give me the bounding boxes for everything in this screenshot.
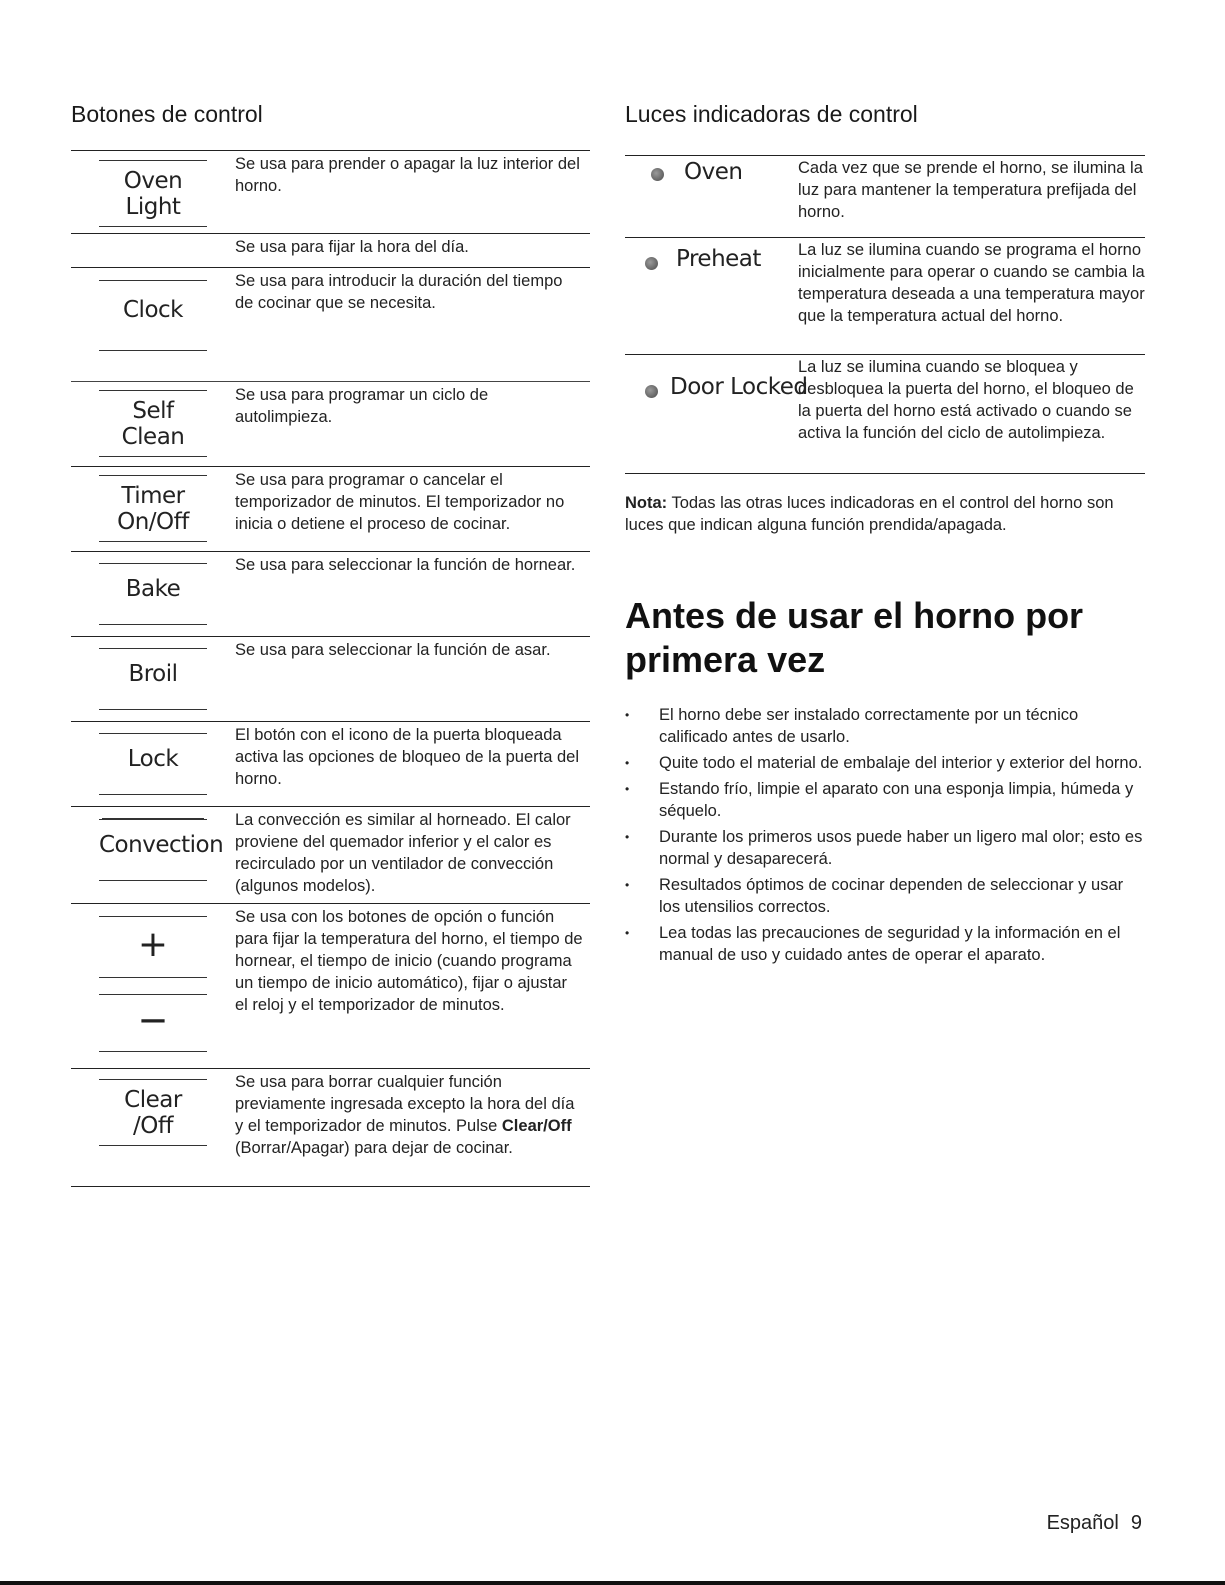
list-item xyxy=(625,826,1145,870)
bullet-icon: • xyxy=(625,708,630,722)
table-row-clock xyxy=(71,268,590,382)
convection-key xyxy=(99,819,224,881)
plus-icon: + xyxy=(137,924,169,965)
button-description: Se usa para seleccionar la función de hornear. xyxy=(235,556,576,574)
list-item-text: Lea todas las precauciones de seguridad y la información en el manual de uso y cuidado antes de operar el aparato. xyxy=(659,924,1121,964)
indicator-label: Door Locked xyxy=(670,374,808,400)
table-row-bake xyxy=(71,552,590,637)
bullet-icon: • xyxy=(625,830,630,844)
footer-language: Español xyxy=(1046,1512,1119,1534)
lock-key xyxy=(99,733,207,795)
button-description: Se usa para programar un ciclo de autolimpieza. xyxy=(235,386,489,426)
self-clean-key xyxy=(99,390,207,457)
indicator-label: Oven xyxy=(684,159,743,185)
minus-key xyxy=(99,994,207,1052)
note-text: Todas las otras luces indicadoras en el control del horno son luces que indican alguna función prendida/apagada. xyxy=(625,494,1114,534)
list-item-text: Quite todo el material de embalaje del interior y exterior del horno. xyxy=(659,754,1143,772)
clear-off-key xyxy=(99,1079,207,1146)
note-label: Nota: xyxy=(625,494,668,512)
table-row-self-clean xyxy=(71,382,590,467)
table-row-lock xyxy=(71,722,590,807)
list-item-text: Estando frío, limpie el aparato con una esponja limpia, húmeda y séquelo. xyxy=(659,780,1134,820)
indicator-light-icon xyxy=(645,385,658,398)
control-buttons-heading: Botones de control xyxy=(71,101,263,127)
clear-off-bold-label: Clear/Off xyxy=(501,1117,572,1135)
list-item-text: Resultados óptimos de cocinar dependen de seleccionar y usar los utensilios correctos. xyxy=(659,876,1124,916)
list-item xyxy=(625,704,1145,748)
key-label-line: Oven xyxy=(123,168,183,194)
key-label-line: Clear xyxy=(124,1087,182,1113)
clock-key xyxy=(99,280,207,351)
control-buttons-table xyxy=(71,150,590,1187)
bullet-icon: • xyxy=(625,878,630,892)
bullet-icon: • xyxy=(625,926,630,940)
table-row-clock-time-of-day xyxy=(71,234,590,268)
list-item xyxy=(625,778,1145,822)
indicator-light-icon xyxy=(645,257,658,270)
clear-off-description-end: (Borrar/Apagar) para dejar de cocinar. xyxy=(235,1139,513,1157)
bake-key xyxy=(99,563,207,625)
button-description: Se usa para programar o cancelar el temporizador de minutos. El temporizador no inicia o detiene el proceso de cocinar. xyxy=(235,471,565,533)
table-row-plus-minus xyxy=(71,904,590,1069)
list-item xyxy=(625,874,1145,918)
broil-key xyxy=(99,648,207,710)
key-label-line: /Off xyxy=(132,1113,174,1139)
key-label-line: Clock xyxy=(123,297,183,323)
button-description: Se usa para seleccionar la función de asar. xyxy=(235,641,551,659)
button-description: La convección es similar al horneado. El calor proviene del quemador inferior y el calor es recirculado por un ventilador de convección (algunos modelos). xyxy=(235,811,571,895)
minus-icon: — xyxy=(140,1005,166,1035)
key-label-line: Light xyxy=(125,194,181,220)
indicator-label: Preheat xyxy=(676,246,761,272)
indicator-row-door-locked xyxy=(625,355,1145,474)
button-description: Se usa para prender o apagar la luz interior del horno. xyxy=(235,155,580,195)
key-label-line: Self xyxy=(132,398,174,424)
bullet-icon: • xyxy=(625,782,630,796)
first-use-list xyxy=(625,704,1145,966)
indicator-description: La luz se ilumina cuando se bloquea y desbloquea la puerta del horno, el bloqueo de la puerta del horno está activado o cuando se activa la función del ciclo de autolimpieza. xyxy=(798,358,1134,442)
page-footer xyxy=(1047,1512,1142,1535)
table-row-oven-light xyxy=(71,151,590,234)
list-item xyxy=(625,752,1145,774)
bullet-icon: • xyxy=(625,756,630,770)
table-row-timer xyxy=(71,467,590,552)
key-label-line: Bake xyxy=(125,576,181,602)
list-item xyxy=(625,922,1145,966)
key-label-line: Clean xyxy=(121,424,185,450)
clear-off-description: Se usa para borrar cualquier función previamente ingresada excepto la hora del día y el temporizador de minutos. Pulse xyxy=(235,1073,575,1135)
key-label-line: Broil xyxy=(128,661,178,687)
indicator-row-oven xyxy=(625,156,1145,238)
indicator-description: Cada vez que se prende el horno, se ilumina la luz para mantener la temperatura prefijada del horno. xyxy=(798,159,1143,221)
key-label-line: Convection xyxy=(99,832,224,858)
bottom-rule xyxy=(0,1581,1225,1585)
indicator-light-icon xyxy=(651,168,664,181)
button-description: Se usa para introducir la duración del tiempo de cocinar que se necesita. xyxy=(235,272,563,312)
control-buttons-section xyxy=(71,100,590,1187)
indicator-row-preheat xyxy=(625,238,1145,355)
note-paragraph xyxy=(625,492,1145,536)
list-item-text: Durante los primeros usos puede haber un ligero mal olor; esto es normal y desaparecerá. xyxy=(659,828,1143,868)
key-label-line: Lock xyxy=(127,746,179,772)
indicator-lights-section xyxy=(625,100,1145,970)
indicator-lights-table xyxy=(625,155,1145,474)
button-description: Se usa para fijar la hora del día. xyxy=(235,238,469,256)
page-number: 9 xyxy=(1130,1512,1142,1534)
first-use-heading: Antes de usar el horno por primera vez xyxy=(625,595,1084,680)
plus-key xyxy=(99,916,207,978)
button-description xyxy=(235,1069,590,1186)
timer-on-off-key xyxy=(99,475,207,542)
table-row-broil xyxy=(71,637,590,722)
button-description: Se usa con los botones de opción o función para fijar la temperatura del horno, el tiempo de hornear, el tiempo de inicio (cuando programa un tiempo de inicio automático), fijar o ajustar el reloj y el temporizador de minutos. xyxy=(235,908,583,1014)
key-label-line: On/Off xyxy=(117,509,189,535)
indicator-description: La luz se ilumina cuando se programa el horno inicialmente para operar o cuando se cambia la temperatura deseada a una temperatura mayor que la temperatura actual del horno. xyxy=(798,241,1145,325)
key-label-line: Timer xyxy=(121,483,185,509)
oven-light-key xyxy=(99,160,207,227)
button-description: El botón con el icono de la puerta bloqueada activa las opciones de bloqueo de la puerta del horno. xyxy=(235,726,579,788)
table-row-convection xyxy=(71,807,590,904)
list-item-text: El horno debe ser instalado correctamente por un técnico calificado antes de usarlo. xyxy=(659,706,1079,746)
indicator-lights-heading: Luces indicadoras de control xyxy=(625,101,918,127)
table-row-clear-off xyxy=(71,1069,590,1187)
